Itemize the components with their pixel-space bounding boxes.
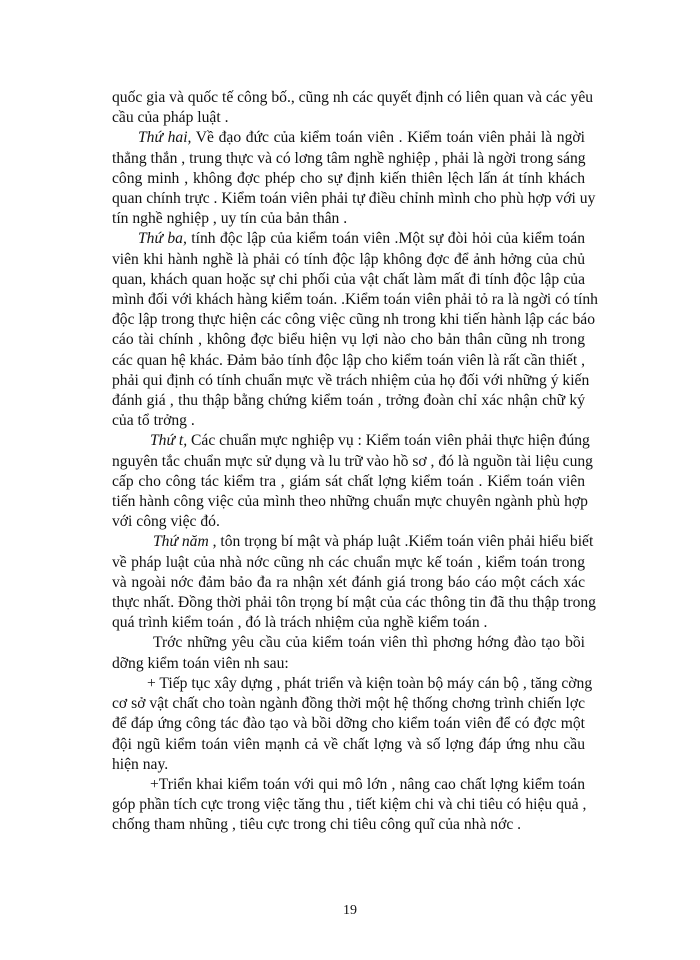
paragraph [112,532,596,633]
line-text: Các chuẩn mực nghiệp vụ : Kiểm toán viên phải thực hiện đúng [187,432,590,450]
text-line [112,815,585,835]
paragraph [112,633,585,673]
line-text: độc lập trong thực hiện các công việc cũng nh trong khi tiến hành lập các báo [112,311,596,329]
line-text: quốc gia và quốc tế công bố., cũng nh các quyết định có liên quan và các yêu [112,89,594,106]
text-line [112,290,598,310]
text-line [112,209,585,229]
paragraph-lead: Thứ ba, [138,230,187,248]
line-text: và ngoài nớc đảm bảo đa ra nhận xét đánh giá trong báo cáo một cách xác [112,573,585,591]
paragraph [112,128,596,229]
line-text: với công việc đó. [112,513,220,531]
line-text: cơ sở vật chất cho toàn ngành đồng thời một hệ thống chơng trình chiến lợc [112,695,585,713]
line-text: , tôn trọng bí mật và pháp luật .Kiểm toán viên phải hiểu biết [208,533,594,551]
line-text: cáo tài chính , không đợc biểu hiện vụ lợi nào cho bản thân cũng nh trong [112,331,585,349]
text-line [112,411,585,431]
text-line [112,169,585,189]
text-line [112,391,585,411]
line-text: quá trình kiểm toán , đó là trách nhiệm của nghề kiểm toán . [112,614,488,632]
text-line [112,593,596,613]
text-line [112,330,585,350]
text-line [112,250,585,270]
line-text: tính độc lập của kiểm toán viên .Một sự đòi hỏi của kiểm toán [186,230,585,248]
line-text: tín nghề nghiệp , uy tín của bản thân . [112,210,348,228]
line-text: Trớc những yêu cầu của kiểm toán viên thì phơng hớng đào tạo bồi [153,634,585,652]
text-line [112,310,596,330]
paragraph [112,775,585,836]
text-line [112,654,585,674]
line-text: cầu của pháp luật . [112,109,229,127]
line-text: chống tham nhũng , tiêu cực trong chi tiêu công quĩ của nhà nớc . [112,816,522,834]
line-text: của tổ trởng . [112,412,195,430]
line-text: tiến hành công việc của mình theo những chuẩn mực chuyên ngành phù hợp [112,493,588,511]
text-line [112,492,588,512]
line-text: cấp cho công tác kiểm tra , giám sát chất lợng kiểm toán . Kiểm toán viên [112,472,585,490]
line-text: quan chính trực . Kiểm toán viên phải tự điều chỉnh mình cho phù hợp với uy [112,190,596,208]
text-line [112,553,585,573]
text-line [112,714,585,734]
text-line [112,88,594,108]
line-text: hiện nay. [112,755,169,773]
line-text: mình đối với khách hàng kiểm toán. .Kiểm toán viên phải tỏ ra là ngời có tính [112,291,598,309]
line-text: dỡng kiểm toán viên nh sau: [112,654,289,672]
paragraph-lead: Thứ năm [153,533,209,551]
text-line [112,512,585,532]
text-line [112,694,585,714]
line-text: viên khi hành nghề là phải có tính độc lập không đợc để ảnh hởng của chủ [112,250,585,268]
text-line [112,270,585,290]
text-line [112,795,585,815]
line-text: các quan hệ khác. Đảm bảo tính độc lập cho kiểm toán viên là rất cần thiết , [112,351,585,369]
line-text: Về đạo đức của kiểm toán viên . Kiểm toán viên phải là ngời [191,129,585,147]
text-line [112,674,593,694]
line-text: để đáp ứng công tác đào tạo và bồi dỡng cho kiểm toán viên để có đợc một [112,715,585,733]
paragraph-lead: Thứ hai, [138,129,192,147]
text-line [112,452,593,472]
line-text: nguyên tắc chuẩn mực sử dụng và lu trữ vào hồ sơ , đó là nguồn tài liệu cung [112,452,593,470]
line-text: về pháp luật của nhà nớc cũng nh các chuẩn mực kế toán , kiểm toán trong [112,553,585,571]
line-text: quan, khách quan hoặc sự chi phối của vật chất làm mất đi tính độc lập của [112,270,585,288]
line-text: góp phần tích cực trong việc tăng thu , tiết kiệm chi và chi tiêu có hiệu quả , [112,796,587,814]
page-number: 19 [343,903,357,918]
text-line [112,755,585,775]
text-line [112,189,596,209]
text-line [112,472,585,492]
text-line [112,371,590,391]
line-text: thực nhất. Đồng thời phải tôn trọng bí mật của các thông tin đã thu thập trong [112,594,596,612]
line-text: phải qui định có tính chuẩn mực về trách nhiệm của họ đối với những ý kiến [112,371,590,389]
text-line [112,532,594,552]
line-text: công minh , không đợc phép cho sự định kiến thiên lệch lấn át tính khách [112,169,585,187]
text-line [112,149,585,169]
text-line [112,775,585,795]
text-line [112,108,585,128]
paragraph-lead: Thứ t, [150,432,188,450]
line-text: +Triển khai kiểm toán với qui mô lớn , nâng cao chất lợng kiểm toán [150,775,585,793]
paragraph [112,674,593,775]
paragraph [112,431,593,532]
paragraph [112,229,598,431]
text-line [112,613,585,633]
text-line [112,128,585,148]
line-text: + Tiếp tục xây dựng , phát triển và kiện toàn bộ máy cán bộ , tăng cờng [147,674,593,692]
paragraph [112,88,594,128]
line-text: thẳng thắn , trung thực và có lơng tâm nghề nghiệp , phải là ngời trong sáng [112,149,586,167]
text-line [112,229,585,249]
line-text: đội ngũ kiểm toán viên mạnh cả về chất lợng và số lợng đáp ứng nhu cầu [112,735,585,753]
line-text: đánh giá , thu thập bằng chứng kiểm toán , trởng đoàn chỉ xác nhận chữ ký [112,392,585,410]
text-line [112,735,585,755]
text-line [112,633,585,653]
text-line [112,573,585,593]
document-body [112,88,598,836]
text-line [112,431,590,451]
text-line [112,351,585,371]
